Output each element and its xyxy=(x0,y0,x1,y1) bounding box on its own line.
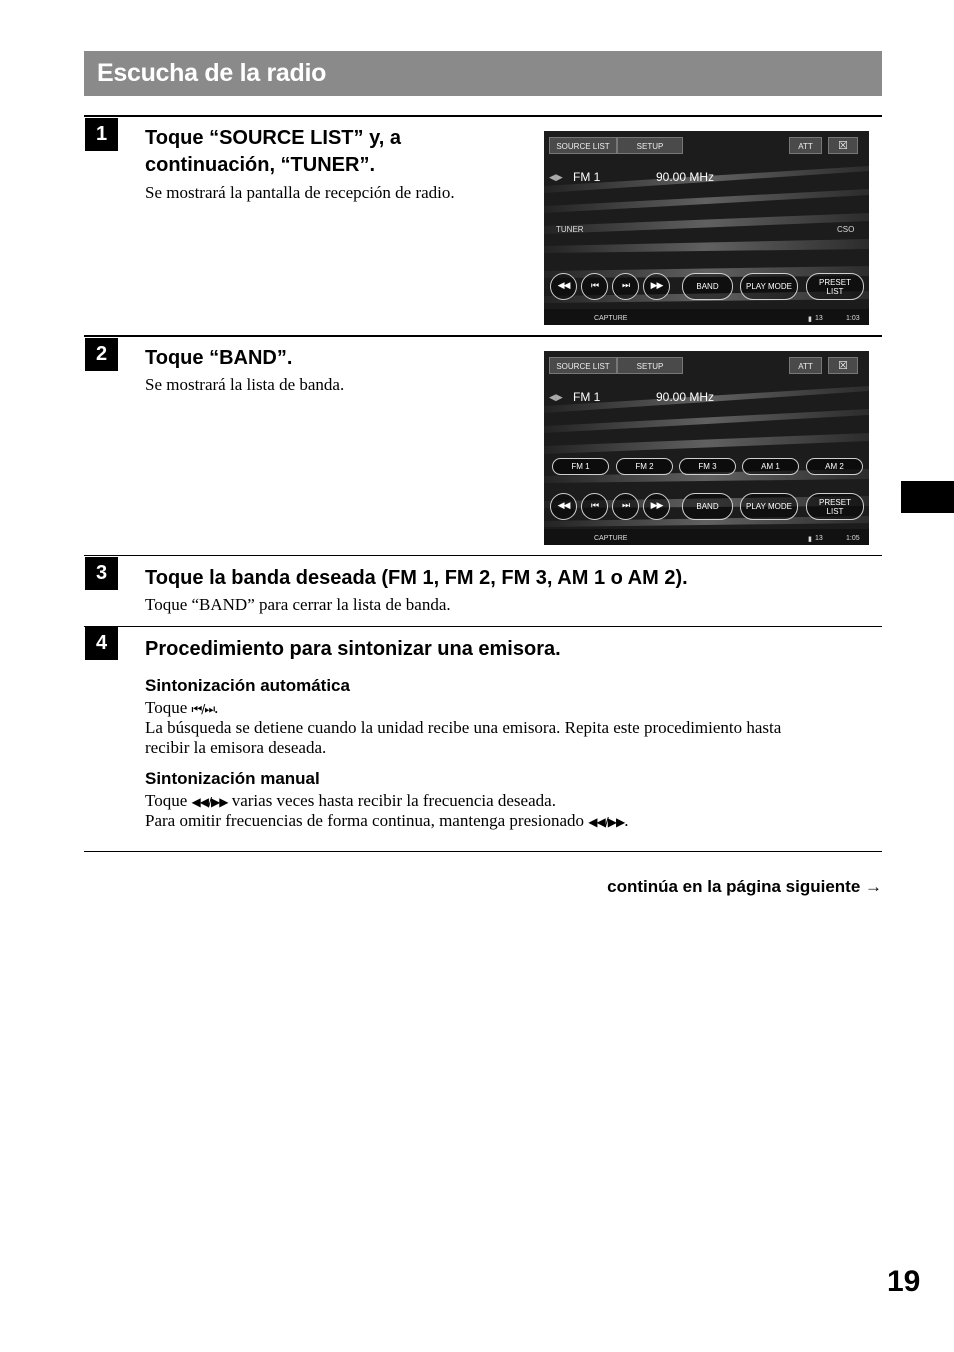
fast-forward-button[interactable]: ▶▶ xyxy=(643,273,670,300)
auto-suffix: . xyxy=(214,698,219,717)
auto-tuning-line-2: La búsqueda se detiene cuando la unidad recibe una emisora. Repita este procedimiento hasta xyxy=(145,718,782,737)
divider xyxy=(84,555,882,556)
auto-tuning-line-3: recibir la emisora deseada. xyxy=(145,738,327,757)
step-number-4: 4 xyxy=(85,627,118,660)
volume-icon: ▮ xyxy=(808,536,812,543)
next-button[interactable]: ⏭ xyxy=(612,493,639,520)
play-mode-button[interactable]: PLAY MODE xyxy=(740,493,798,520)
step-3-text: Toque “BAND” para cerrar la lista de banda. xyxy=(145,595,451,614)
band-button[interactable]: BAND xyxy=(682,493,733,520)
tuner-screen xyxy=(544,131,869,325)
step-number-1: 1 xyxy=(85,118,118,151)
step-1-text: Se mostrará la pantalla de recepción de radio. xyxy=(145,183,455,202)
list-label: LIST xyxy=(826,286,844,296)
step-number-3: 3 xyxy=(85,557,118,590)
manual-prefix: Toque xyxy=(145,791,188,810)
previous-button[interactable]: ⏮ xyxy=(581,493,608,520)
divider xyxy=(84,335,882,337)
fast-forward-button[interactable]: ▶▶ xyxy=(643,493,670,520)
band-option-am2[interactable]: AM 2 xyxy=(806,458,863,475)
auto-tuning-line-1 xyxy=(145,698,218,719)
previous-button[interactable]: ⏮ xyxy=(581,273,608,300)
manual-tuning-line-1 xyxy=(145,791,556,812)
clock: 1:05 xyxy=(846,535,860,542)
side-tab-marker xyxy=(901,481,954,513)
setup-tab[interactable]: SETUP xyxy=(617,357,683,374)
manual-tuning-line-2 xyxy=(145,811,628,832)
preset-list-button[interactable] xyxy=(806,493,864,520)
source-list-tab[interactable]: SOURCE LIST xyxy=(549,357,617,374)
play-mode-button[interactable]: PLAY MODE xyxy=(740,273,798,300)
preset-label: PRESET xyxy=(818,497,851,507)
seek-arrows-icon: ◀▶ xyxy=(549,392,563,402)
divider xyxy=(84,626,882,627)
preset-label: PRESET xyxy=(818,277,851,287)
divider xyxy=(84,115,882,117)
step-2-text: Se mostrará la lista de banda. xyxy=(145,375,345,394)
step-number-2: 2 xyxy=(85,338,118,371)
step-2-title: Toque “BAND”. xyxy=(145,347,293,369)
volume-icon: ▮ xyxy=(808,316,812,323)
source-label: TUNER xyxy=(556,225,584,234)
section-title-banner xyxy=(84,51,882,96)
band-list-screen xyxy=(544,351,869,545)
list-label: LIST xyxy=(826,506,844,516)
step-4-title: Procedimiento para sintonizar una emisora. xyxy=(145,638,561,660)
manual-suffix: varias veces hasta recibir la frecuencia deseada. xyxy=(231,791,556,810)
step-1-title-line-2: continuación, “TUNER”. xyxy=(145,154,375,176)
band-option-fm3[interactable]: FM 3 xyxy=(679,458,736,475)
step-3-title: Toque la banda deseada (FM 1, FM 2, FM 3, AM 1 o AM 2). xyxy=(145,567,688,589)
att-button[interactable]: ATT xyxy=(789,357,822,374)
volume-level: 13 xyxy=(815,535,823,542)
band-display: FM 1 xyxy=(573,170,601,184)
rewind-button[interactable]: ◀◀ xyxy=(550,493,577,520)
next-button[interactable]: ⏭ xyxy=(612,273,639,300)
close-icon[interactable]: ☒ xyxy=(828,137,858,154)
rewind-forward-icon: ◀◀/▶▶ xyxy=(191,795,228,809)
continue-note: continúa en la página siguiente → xyxy=(607,877,882,896)
page-number: 19 xyxy=(887,1265,921,1298)
clock: 1:03 xyxy=(846,315,860,322)
setup-tab[interactable]: SETUP xyxy=(617,137,683,154)
seek-arrows-icon: ◀▶ xyxy=(549,172,563,182)
auto-prefix: Toque xyxy=(145,698,188,717)
close-icon[interactable]: ☒ xyxy=(828,357,858,374)
band-button[interactable]: BAND xyxy=(682,273,733,300)
rewind-forward-icon: ◀◀/▶▶ xyxy=(588,815,625,829)
att-button[interactable]: ATT xyxy=(789,137,822,154)
divider xyxy=(84,851,882,852)
capture-button[interactable]: CAPTURE xyxy=(594,315,628,322)
section-title: Escucha de la radio xyxy=(97,59,327,87)
manual-line2-prefix: Para omitir frecuencias de forma continua, mantenga presionado xyxy=(145,811,584,830)
preset-list-button[interactable] xyxy=(806,273,864,300)
manual-line2-suffix: . xyxy=(624,811,629,830)
prev-next-icon: ⏮/⏭ xyxy=(191,702,215,716)
capture-button[interactable]: CAPTURE xyxy=(594,535,628,542)
rewind-button[interactable]: ◀◀ xyxy=(550,273,577,300)
manual-tuning-title: Sintonización manual xyxy=(145,769,320,788)
band-option-am1[interactable]: AM 1 xyxy=(742,458,799,475)
auto-tuning-title: Sintonización automática xyxy=(145,676,350,695)
cso-label: CSO xyxy=(837,225,855,234)
band-option-fm2[interactable]: FM 2 xyxy=(616,458,673,475)
source-list-tab[interactable]: SOURCE LIST xyxy=(549,137,617,154)
band-option-fm1[interactable]: FM 1 xyxy=(552,458,609,475)
step-1-title-line-1: Toque “SOURCE LIST” y, a xyxy=(145,127,401,149)
volume-level: 13 xyxy=(815,315,823,322)
frequency-display: 90.00 MHz xyxy=(656,390,715,404)
frequency-display: 90.00 MHz xyxy=(656,170,715,184)
step-1-title xyxy=(145,125,401,179)
band-display: FM 1 xyxy=(573,390,601,404)
